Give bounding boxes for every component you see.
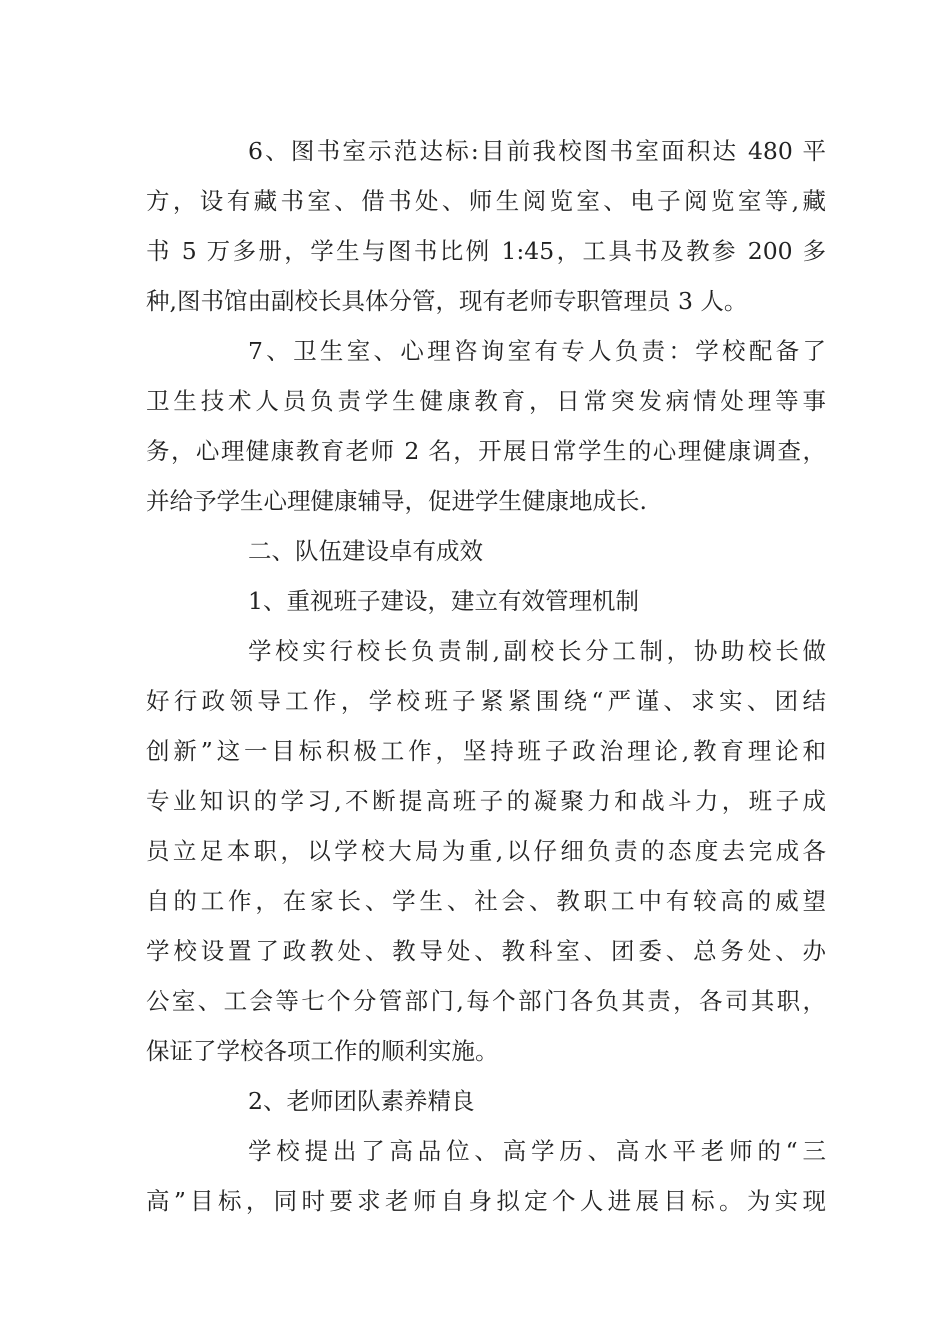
text-line: 保证了学校各项工作的顺利实施。 — [146, 1037, 499, 1065]
section-heading: 二、队伍建设卓有成效 — [248, 537, 483, 565]
text-line: 方，设有藏书室、借书处、师生阅览室、电子阅览室等,藏 — [146, 187, 826, 215]
text-line: 好行政领导工作，学校班子紧紧围绕“严谨、求实、团结 — [146, 687, 826, 715]
text-line: 自的工作，在家长、学生、社会、教职工中有较高的威望 — [146, 887, 826, 915]
text-line: 种,图书馆由副校长具体分管，现有老师专职管理员 3 人。 — [146, 287, 748, 315]
text-line: 书 5 万多册，学生与图书比例 1:45，工具书及教参 200 多 — [146, 237, 826, 265]
text-line: 专业知识的学习,不断提高班子的凝聚力和战斗力，班子成 — [146, 787, 826, 815]
text-line: 创新”这一目标积极工作，坚持班子政治理论,教育理论和 — [146, 737, 826, 765]
subsection-heading: 1、重视班子建设，建立有效管理机制 — [248, 587, 639, 615]
text-line: 务，心理健康教育老师 2 名，开展日常学生的心理健康调查， — [146, 437, 826, 465]
text-line: 并给予学生心理健康辅导，促进学生健康地成长. — [146, 487, 647, 515]
text-line: 高”目标，同时要求老师自身拟定个人进展目标。为实现 — [146, 1187, 826, 1215]
text-line: 7、卫生室、心理咨询室有专人负责：学校配备了 — [248, 337, 826, 365]
subsection-heading: 2、老师团队素养精良 — [248, 1087, 475, 1115]
text-line: 公室、工会等七个分管部门,每个部门各负其责，各司其职， — [146, 987, 826, 1015]
text-line: 卫生技术人员负责学生健康教育，日常突发病情处理等事 — [146, 387, 826, 415]
text-line: 员立足本职，以学校大局为重,以仔细负责的态度去完成各 — [146, 837, 826, 865]
text-line: 学校实行校长负责制,副校长分工制，协助校长做 — [248, 637, 826, 665]
text-line: 学校设置了政教处、教导处、教科室、团委、总务处、办 — [146, 937, 826, 965]
text-line: 6、图书室示范达标:目前我校图书室面积达 480 平 — [248, 137, 826, 165]
text-line: 学校提出了高品位、高学历、高水平老师的“三 — [248, 1137, 826, 1165]
